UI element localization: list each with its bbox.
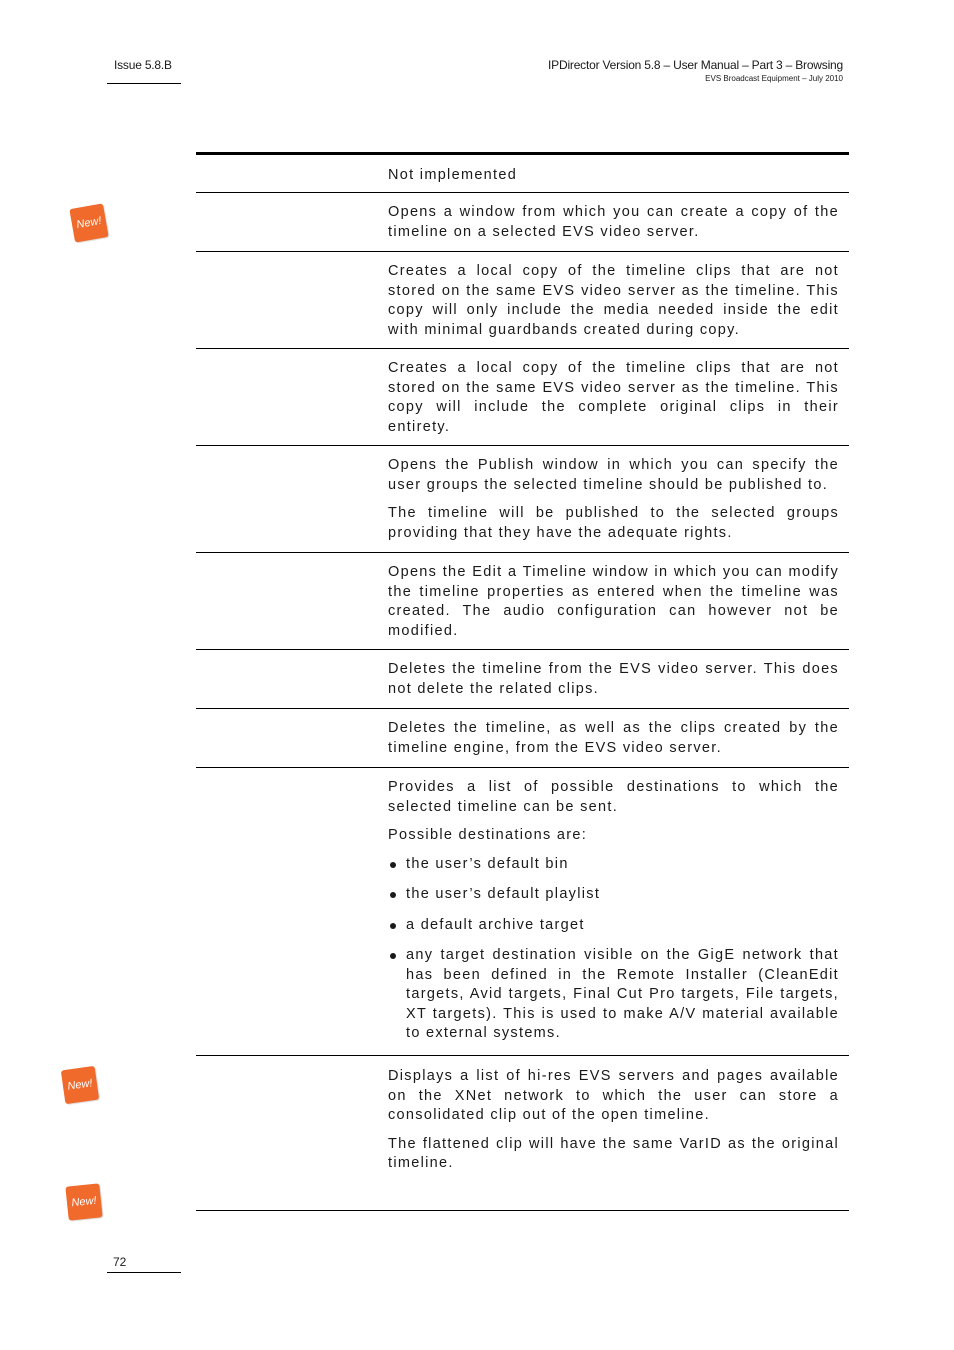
row-description [388, 1056, 839, 1183]
table-row [196, 349, 849, 446]
new-badge-2: New! [61, 1066, 99, 1104]
description-text: Displays a list of hi-res EVS servers and pages available on the XNet network to which the user can store a consolidated clip out of the open timeline. [388, 1068, 839, 1123]
row-description [388, 252, 839, 349]
header-issue: Issue 5.8.B [114, 58, 172, 72]
new-badge-3: New! [65, 1183, 102, 1220]
list-item: the user’s default playlist [388, 885, 839, 905]
description-text: The timeline will be published to the selected groups providing that they have the adequate rights. [388, 505, 839, 541]
description-text: Creates a local copy of the timeline clips that are not stored on the same EVS video server as the timeline. This copy will only include the media needed inside the edit with minimal guardbands created during copy. [388, 263, 839, 338]
table-row [196, 1056, 849, 1211]
description-text: Deletes the timeline, as well as the clips created by the timeline engine, from the EVS video server. [388, 720, 839, 756]
row-description [388, 446, 839, 552]
row-description [388, 768, 839, 1053]
table-row [196, 193, 849, 252]
footer-rule [107, 1272, 181, 1273]
list-item: the user’s default bin [388, 855, 839, 875]
row-description [388, 553, 839, 650]
table-row [196, 446, 849, 553]
table-row [196, 709, 849, 768]
row-description [388, 349, 839, 446]
row-description [388, 650, 839, 708]
description-text: Possible destinations are: [388, 827, 588, 843]
description-text: Provides a list of possible destinations to which the selected timeline can be sent. [388, 779, 839, 815]
description-text: Opens the Publish window in which you can specify the user groups the selected timeline should be published to. [388, 457, 839, 493]
table-row [196, 650, 849, 709]
list-item: any target destination visible on the GigE network that has been defined in the Remote Installer (CleanEdit targets, Avid targets, Final Cut Pro targets, File targets, XT targets). This is used to make A/V material available to external systems. [388, 946, 839, 1044]
description-text: Deletes the timeline from the EVS video server. This does not delete the related clips. [388, 661, 839, 697]
description-table [196, 152, 849, 1211]
description-text: Not implemented [388, 167, 518, 183]
description-text: Creates a local copy of the timeline clips that are not stored on the same EVS video server as the timeline. This copy will include the complete original clips in their entirety. [388, 360, 839, 435]
header-title: IPDirector Version 5.8 – User Manual – Part 3 – Browsing [548, 58, 843, 72]
header-rule [107, 83, 181, 84]
table-row [196, 252, 849, 349]
page-number: 72 [113, 1255, 127, 1269]
header-subtitle: EVS Broadcast Equipment – July 2010 [705, 74, 843, 83]
table-row [196, 553, 849, 650]
new-badge-1: New! [69, 203, 108, 242]
row-description [388, 709, 839, 767]
destination-list [388, 855, 839, 1044]
description-text: Opens a window from which you can create a copy of the timeline on a selected EVS video server. [388, 204, 839, 240]
description-text: The flattened clip will have the same VarID as the original timeline. [388, 1135, 839, 1171]
table-row [196, 768, 849, 1056]
row-description [388, 155, 839, 195]
table-row [196, 155, 849, 193]
description-text: Opens the Edit a Timeline window in which you can modify the timeline properties as entered when the timeline was created. The audio configuration can however not be modified. [388, 564, 839, 639]
list-item: a default archive target [388, 916, 839, 936]
row-description [388, 193, 839, 251]
